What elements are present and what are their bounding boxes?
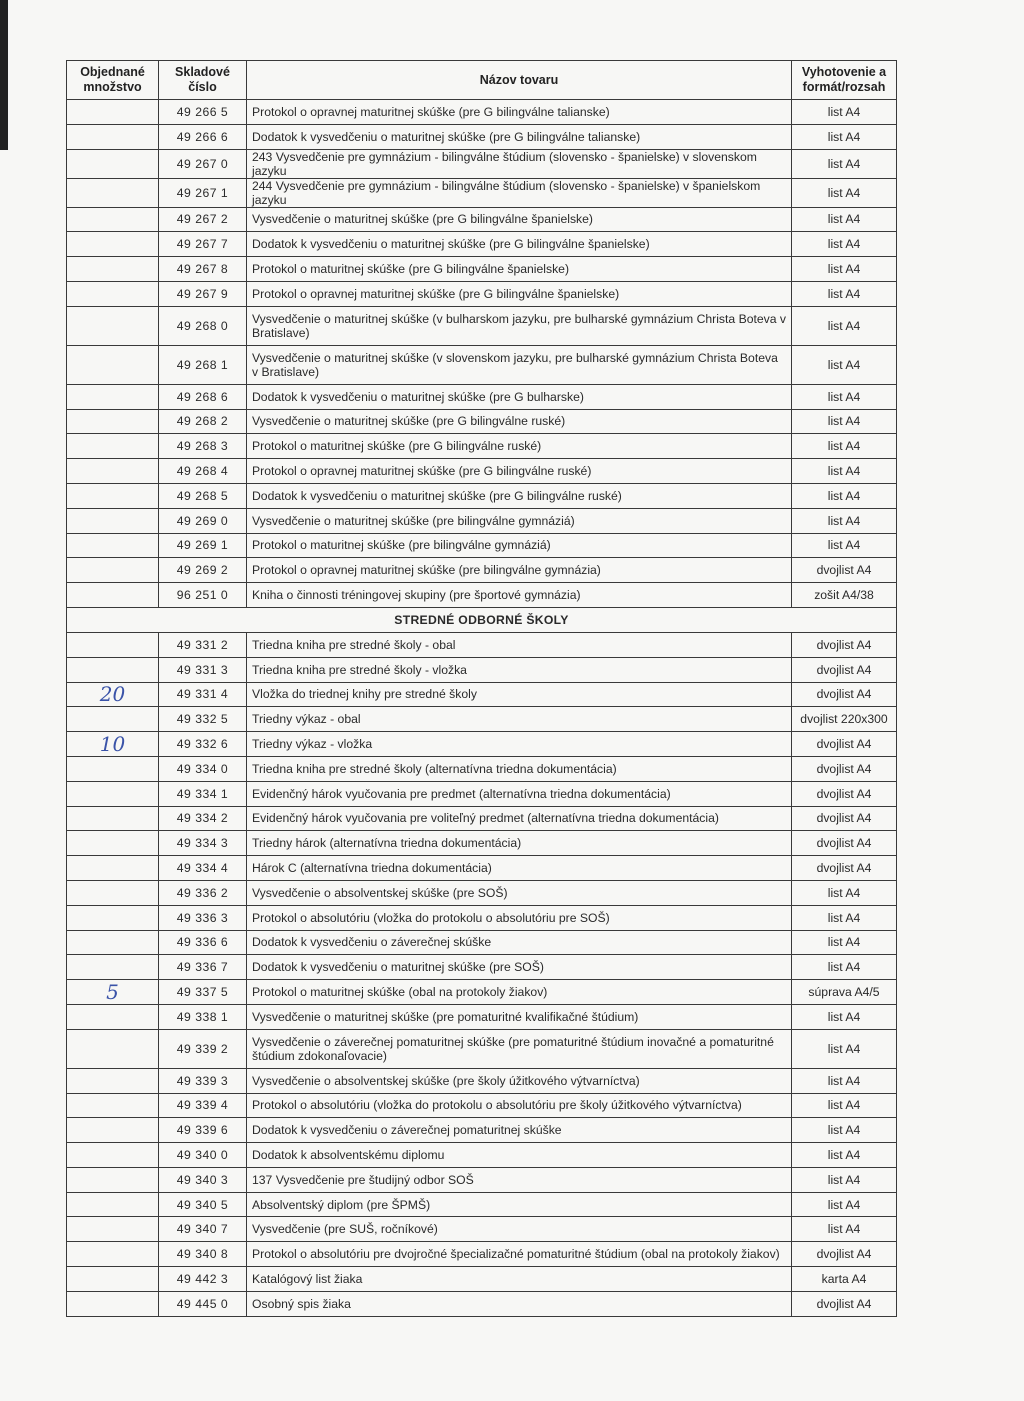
- handwritten-quantity: [67, 757, 158, 781]
- stock-number-cell: 49 332 6: [159, 732, 247, 757]
- stock-number-cell: 49 340 8: [159, 1242, 247, 1267]
- stock-number-cell: 49 340 5: [159, 1192, 247, 1217]
- format-cell: list A4: [792, 1029, 897, 1068]
- handwritten-quantity: [67, 346, 158, 384]
- handwritten-quantity: [67, 906, 158, 930]
- handwritten-quantity: [67, 534, 158, 558]
- handwritten-quantity: 20: [99, 682, 126, 707]
- handwritten-quantity: [67, 459, 158, 483]
- stock-number-cell: 49 269 2: [159, 558, 247, 583]
- stock-number-cell: 49 340 0: [159, 1143, 247, 1168]
- handwritten-quantity: [67, 434, 158, 458]
- stock-number-cell: 49 334 3: [159, 831, 247, 856]
- table-row: [67, 1291, 897, 1316]
- format-cell: dvojlist A4: [792, 756, 897, 781]
- handwritten-quantity: 5: [106, 980, 119, 1004]
- product-name-cell: Triedna kniha pre stredné školy - obal: [247, 632, 792, 657]
- format-cell: list A4: [792, 1004, 897, 1029]
- stock-number-cell: 49 268 2: [159, 409, 247, 434]
- product-name-cell: Dodatok k vysvedčeniu o maturitnej skúške (pre G bilingválne ruské): [247, 483, 792, 508]
- handwritten-quantity: 10: [99, 732, 126, 757]
- quantity-cell[interactable]: [67, 930, 159, 955]
- product-name-cell: Vysvedčenie o absolventskej skúške (pre SOŠ): [247, 880, 792, 905]
- product-name-cell: Triedna kniha pre stredné školy - vložka: [247, 657, 792, 682]
- quantity-cell[interactable]: [67, 707, 159, 732]
- table-row: [67, 1093, 897, 1118]
- product-name-cell: Dodatok k vysvedčeniu o maturitnej skúške (pre G bulharske): [247, 384, 792, 409]
- table-header-row: [67, 61, 897, 100]
- table-row: [67, 682, 897, 707]
- quantity-cell[interactable]: [67, 149, 159, 178]
- product-name-cell: 244 Vysvedčenie pre gymnázium - bilingválne štúdium (slovensko - španielske) v španielskom jazyku: [247, 178, 792, 207]
- stock-number-cell: 49 338 1: [159, 1004, 247, 1029]
- table-row: [67, 632, 897, 657]
- stock-number-cell: 49 337 5: [159, 980, 247, 1005]
- quantity-cell[interactable]: [67, 1167, 159, 1192]
- stock-number-cell: 49 267 9: [159, 281, 247, 306]
- format-cell: list A4: [792, 384, 897, 409]
- product-name-cell: Absolventský diplom (pre ŠPMŠ): [247, 1192, 792, 1217]
- handwritten-quantity: [67, 856, 158, 880]
- handwritten-quantity: [67, 1143, 158, 1167]
- handwritten-quantity: [67, 831, 158, 855]
- table-row: [67, 905, 897, 930]
- product-name-cell: 137 Vysvedčenie pre študijný odbor SOŠ: [247, 1167, 792, 1192]
- quantity-cell[interactable]: [67, 257, 159, 282]
- stock-number-cell: 49 339 6: [159, 1118, 247, 1143]
- table-row: [67, 434, 897, 459]
- quantity-cell[interactable]: [67, 880, 159, 905]
- handwritten-quantity: [67, 583, 158, 607]
- table-row: [67, 980, 897, 1005]
- section-title: STREDNÉ ODBORNÉ ŠKOLY: [67, 607, 897, 632]
- quantity-cell[interactable]: [67, 980, 159, 1005]
- table-row: [67, 508, 897, 533]
- product-name-cell: Protokol o maturitnej skúške (pre G bilingválne ruské): [247, 434, 792, 459]
- format-cell: dvojlist A4: [792, 682, 897, 707]
- format-cell: list A4: [792, 459, 897, 484]
- stock-number-cell: 49 331 4: [159, 682, 247, 707]
- table-row: [67, 781, 897, 806]
- quantity-cell[interactable]: [67, 732, 159, 757]
- product-name-cell: Kniha o činnosti tréningovej skupiny (pre športové gymnázia): [247, 583, 792, 608]
- stock-number-cell: 49 340 3: [159, 1167, 247, 1192]
- table-row: [67, 409, 897, 434]
- product-name-cell: Protokol o absolutóriu (vložka do protokolu o absolutóriu pre SOŠ): [247, 905, 792, 930]
- product-name-cell: Evidenčný hárok vyučovania pre predmet (alternatívna triedna dokumentácia): [247, 781, 792, 806]
- format-cell: list A4: [792, 207, 897, 232]
- handwritten-quantity: [67, 257, 158, 281]
- format-cell: súprava A4/5: [792, 980, 897, 1005]
- quantity-cell[interactable]: [67, 207, 159, 232]
- table-row: [67, 831, 897, 856]
- handwritten-quantity: [67, 307, 158, 345]
- handwritten-quantity: [67, 1118, 158, 1142]
- product-name-cell: Evidenčný hárok vyučovania pre voliteľný predmet (alternatívna triedna dokumentácia): [247, 806, 792, 831]
- stock-number-cell: 49 268 5: [159, 483, 247, 508]
- stock-number-cell: 49 267 8: [159, 257, 247, 282]
- format-cell: dvojlist A4: [792, 558, 897, 583]
- format-cell: list A4: [792, 880, 897, 905]
- header-product-name: Názov tovaru: [247, 61, 792, 100]
- stock-number-cell: 49 332 5: [159, 707, 247, 732]
- handwritten-quantity: [67, 125, 158, 149]
- table-row: [67, 558, 897, 583]
- quantity-cell[interactable]: [67, 1217, 159, 1242]
- stock-number-cell: 49 267 2: [159, 207, 247, 232]
- product-name-cell: Dodatok k vysvedčeniu o maturitnej skúške (pre SOŠ): [247, 955, 792, 980]
- handwritten-quantity: [67, 807, 158, 831]
- handwritten-quantity: [67, 100, 158, 124]
- table-row: [67, 756, 897, 781]
- table-row: [67, 1242, 897, 1267]
- table-row: [67, 880, 897, 905]
- table-row: [67, 459, 897, 484]
- handwritten-quantity: [67, 1069, 158, 1093]
- quantity-cell[interactable]: [67, 384, 159, 409]
- handwritten-quantity: [67, 1094, 158, 1118]
- handwritten-quantity: [67, 1005, 158, 1029]
- stock-number-cell: 96 251 0: [159, 583, 247, 608]
- format-cell: list A4: [792, 1167, 897, 1192]
- handwritten-quantity: [67, 232, 158, 256]
- format-cell: list A4: [792, 508, 897, 533]
- quantity-cell[interactable]: [67, 657, 159, 682]
- stock-number-cell: 49 336 2: [159, 880, 247, 905]
- quantity-cell[interactable]: [67, 124, 159, 149]
- table-row: [67, 707, 897, 732]
- format-cell: dvojlist A4: [792, 831, 897, 856]
- format-cell: list A4: [792, 483, 897, 508]
- stock-number-cell: 49 340 7: [159, 1217, 247, 1242]
- table-row: [67, 483, 897, 508]
- table-row: [67, 149, 897, 178]
- format-cell: list A4: [792, 149, 897, 178]
- quantity-cell[interactable]: [67, 583, 159, 608]
- quantity-cell[interactable]: [67, 459, 159, 484]
- product-name-cell: Vysvedčenie o maturitnej skúške (pre G bilingválne španielske): [247, 207, 792, 232]
- header-format: Vyhotovenie a formát/rozsah: [792, 61, 897, 100]
- quantity-cell[interactable]: [67, 806, 159, 831]
- product-name-cell: Vysvedčenie o maturitnej skúške (pre G bilingválne ruské): [247, 409, 792, 434]
- quantity-cell[interactable]: [67, 856, 159, 881]
- handwritten-quantity: [67, 1193, 158, 1217]
- table-row: [67, 856, 897, 881]
- format-cell: dvojlist A4: [792, 856, 897, 881]
- product-name-cell: Hárok C (alternatívna triedna dokumentácia): [247, 856, 792, 881]
- stock-number-cell: 49 268 0: [159, 306, 247, 345]
- format-cell: list A4: [792, 178, 897, 207]
- format-cell: list A4: [792, 232, 897, 257]
- handwritten-quantity: [67, 707, 158, 731]
- format-cell: dvojlist A4: [792, 632, 897, 657]
- product-name-cell: Triedny hárok (alternatívna triedna dokumentácia): [247, 831, 792, 856]
- stock-number-cell: 49 334 0: [159, 756, 247, 781]
- quantity-cell[interactable]: [67, 1029, 159, 1068]
- format-cell: dvojlist A4: [792, 732, 897, 757]
- handwritten-quantity: [67, 385, 158, 409]
- quantity-cell[interactable]: [67, 781, 159, 806]
- section-row: [67, 607, 897, 632]
- product-name-cell: Protokol o opravnej maturitnej skúške (pre G bilingválne talianske): [247, 100, 792, 125]
- stock-number-cell: 49 339 2: [159, 1029, 247, 1068]
- format-cell: list A4: [792, 434, 897, 459]
- table-row: [67, 281, 897, 306]
- stock-number-cell: 49 267 0: [159, 149, 247, 178]
- product-table: [66, 60, 897, 1317]
- handwritten-quantity: [67, 1217, 158, 1241]
- table-row: [67, 1118, 897, 1143]
- table-row: [67, 1192, 897, 1217]
- format-cell: dvojlist 220x300: [792, 707, 897, 732]
- format-cell: list A4: [792, 1143, 897, 1168]
- format-cell: list A4: [792, 1118, 897, 1143]
- stock-number-cell: 49 334 1: [159, 781, 247, 806]
- product-name-cell: Vysvedčenie o maturitnej skúške (pre bilingválne gymnáziá): [247, 508, 792, 533]
- product-name-cell: Protokol o absolutóriu pre dvojročné špecializačné pomaturitné štúdium (obal na protokoly žiakov): [247, 1242, 792, 1267]
- header-quantity: Objednané množstvo: [67, 61, 159, 100]
- handwritten-quantity: [67, 150, 158, 178]
- product-name-cell: Vysvedčenie o maturitnej skúške (pre pomaturitné kvalifikačné štúdium): [247, 1004, 792, 1029]
- format-cell: dvojlist A4: [792, 1242, 897, 1267]
- product-name-cell: Dodatok k vysvedčeniu o záverečnej pomaturitnej skúške: [247, 1118, 792, 1143]
- format-cell: list A4: [792, 1192, 897, 1217]
- format-cell: dvojlist A4: [792, 806, 897, 831]
- product-name-cell: Vysvedčenie o maturitnej skúške (v slovenskom jazyku, pre bulharské gymnázium Christa Boteva v Bratislave): [247, 345, 792, 384]
- product-name-cell: Dodatok k vysvedčeniu o maturitnej skúške (pre G bilingválne talianske): [247, 124, 792, 149]
- handwritten-quantity: [67, 208, 158, 232]
- format-cell: list A4: [792, 345, 897, 384]
- stock-number-cell: 49 336 3: [159, 905, 247, 930]
- stock-number-cell: 49 442 3: [159, 1267, 247, 1292]
- stock-number-cell: 49 266 5: [159, 100, 247, 125]
- quantity-cell[interactable]: [67, 1192, 159, 1217]
- handwritten-quantity: [67, 1242, 158, 1266]
- quantity-cell[interactable]: [67, 434, 159, 459]
- quantity-cell[interactable]: [67, 558, 159, 583]
- stock-number-cell: 49 334 2: [159, 806, 247, 831]
- quantity-cell[interactable]: [67, 1093, 159, 1118]
- table-row: [67, 930, 897, 955]
- handwritten-quantity: [67, 633, 158, 657]
- table-row: [67, 1217, 897, 1242]
- format-cell: list A4: [792, 955, 897, 980]
- quantity-cell[interactable]: [67, 1291, 159, 1316]
- table-row: [67, 1068, 897, 1093]
- handwritten-quantity: [67, 955, 158, 979]
- stock-number-cell: 49 268 6: [159, 384, 247, 409]
- quantity-cell[interactable]: [67, 508, 159, 533]
- format-cell: list A4: [792, 930, 897, 955]
- quantity-cell[interactable]: [67, 345, 159, 384]
- handwritten-quantity: [67, 1030, 158, 1068]
- handwritten-quantity: [67, 881, 158, 905]
- quantity-cell[interactable]: [67, 955, 159, 980]
- format-cell: list A4: [792, 281, 897, 306]
- product-name-cell: Protokol o opravnej maturitnej skúške (pre G bilingválne španielske): [247, 281, 792, 306]
- handwritten-quantity: [67, 1292, 158, 1316]
- table-row: [67, 806, 897, 831]
- format-cell: list A4: [792, 409, 897, 434]
- quantity-cell[interactable]: [67, 756, 159, 781]
- table-row: [67, 178, 897, 207]
- product-name-cell: Triedny výkaz - obal: [247, 707, 792, 732]
- product-name-cell: Osobný spis žiaka: [247, 1291, 792, 1316]
- stock-number-cell: 49 268 3: [159, 434, 247, 459]
- stock-number-cell: 49 331 3: [159, 657, 247, 682]
- quantity-cell[interactable]: [67, 1143, 159, 1168]
- handwritten-quantity: [67, 1267, 158, 1291]
- product-name-cell: Triedny výkaz - vložka: [247, 732, 792, 757]
- format-cell: list A4: [792, 257, 897, 282]
- quantity-cell[interactable]: [67, 905, 159, 930]
- format-cell: list A4: [792, 905, 897, 930]
- quantity-cell[interactable]: [67, 100, 159, 125]
- stock-number-cell: 49 268 1: [159, 345, 247, 384]
- product-name-cell: Dodatok k vysvedčeniu o maturitnej skúške (pre G bilingválne španielske): [247, 232, 792, 257]
- product-name-cell: Protokol o opravnej maturitnej skúške (pre bilingválne gymnázia): [247, 558, 792, 583]
- stock-number-cell: 49 266 6: [159, 124, 247, 149]
- table-row: [67, 657, 897, 682]
- handwritten-quantity: [67, 282, 158, 306]
- quantity-cell[interactable]: [67, 682, 159, 707]
- format-cell: zošit A4/38: [792, 583, 897, 608]
- product-name-cell: Vysvedčenie (pre SUŠ, ročníkové): [247, 1217, 792, 1242]
- handwritten-quantity: [67, 558, 158, 582]
- table-row: [67, 232, 897, 257]
- product-name-cell: Vysvedčenie o záverečnej pomaturitnej skúške (pre pomaturitné štúdium inovačné a pomaturitné štúdium zdokonaľovacie): [247, 1029, 792, 1068]
- handwritten-quantity: [67, 782, 158, 806]
- handwritten-quantity: [67, 658, 158, 682]
- product-name-cell: Dodatok k absolventskému diplomu: [247, 1143, 792, 1168]
- table-row: [67, 732, 897, 757]
- scan-edge: [0, 0, 8, 150]
- stock-number-cell: 49 445 0: [159, 1291, 247, 1316]
- format-cell: list A4: [792, 306, 897, 345]
- stock-number-cell: 49 339 3: [159, 1068, 247, 1093]
- quantity-cell[interactable]: [67, 1068, 159, 1093]
- product-name-cell: Vysvedčenie o absolventskej skúške (pre školy úžitkového výtvarníctva): [247, 1068, 792, 1093]
- product-name-cell: Vysvedčenie o maturitnej skúške (v bulharskom jazyku, pre bulharské gymnázium Christa Boteva v Bratislave): [247, 306, 792, 345]
- product-name-cell: Protokol o maturitnej skúške (pre bilingválne gymnáziá): [247, 533, 792, 558]
- quantity-cell[interactable]: [67, 831, 159, 856]
- format-cell: dvojlist A4: [792, 1291, 897, 1316]
- format-cell: list A4: [792, 1068, 897, 1093]
- product-name-cell: Protokol o opravnej maturitnej skúške (pre G bilingválne ruské): [247, 459, 792, 484]
- product-name-cell: Katalógový list žiaka: [247, 1267, 792, 1292]
- stock-number-cell: 49 267 7: [159, 232, 247, 257]
- quantity-cell[interactable]: [67, 483, 159, 508]
- handwritten-quantity: [67, 179, 158, 207]
- format-cell: karta A4: [792, 1267, 897, 1292]
- quantity-cell[interactable]: [67, 632, 159, 657]
- product-name-cell: Triedna kniha pre stredné školy (alternatívna triedna dokumentácia): [247, 756, 792, 781]
- quantity-cell[interactable]: [67, 409, 159, 434]
- stock-number-cell: 49 339 4: [159, 1093, 247, 1118]
- header-stock-number: Skladové číslo: [159, 61, 247, 100]
- handwritten-quantity: [67, 509, 158, 533]
- table-row: [67, 955, 897, 980]
- product-name-cell: Dodatok k vysvedčeniu o záverečnej skúške: [247, 930, 792, 955]
- table-row: [67, 1004, 897, 1029]
- quantity-cell[interactable]: [67, 1242, 159, 1267]
- table-row: [67, 345, 897, 384]
- format-cell: list A4: [792, 124, 897, 149]
- product-name-cell: Vložka do triednej knihy pre stredné školy: [247, 682, 792, 707]
- format-cell: list A4: [792, 100, 897, 125]
- stock-number-cell: 49 331 2: [159, 632, 247, 657]
- table-body: [67, 100, 897, 1317]
- table-row: [67, 1143, 897, 1168]
- table-row: [67, 124, 897, 149]
- table-row: [67, 257, 897, 282]
- quantity-cell[interactable]: [67, 1004, 159, 1029]
- table-row: [67, 384, 897, 409]
- product-name-cell: Protokol o maturitnej skúške (obal na protokoly žiakov): [247, 980, 792, 1005]
- product-name-cell: 243 Vysvedčenie pre gymnázium - bilingválne štúdium (slovensko - španielske) v slovenskom jazyku: [247, 149, 792, 178]
- format-cell: dvojlist A4: [792, 657, 897, 682]
- quantity-cell[interactable]: [67, 178, 159, 207]
- quantity-cell[interactable]: [67, 306, 159, 345]
- table-row: [67, 306, 897, 345]
- product-name-cell: Protokol o absolutóriu (vložka do protokolu o absolutóriu pre školy úžitkového výtvarníctva): [247, 1093, 792, 1118]
- table-row: [67, 207, 897, 232]
- handwritten-quantity: [67, 410, 158, 434]
- stock-number-cell: 49 269 0: [159, 508, 247, 533]
- stock-number-cell: 49 336 6: [159, 930, 247, 955]
- handwritten-quantity: [67, 1168, 158, 1192]
- format-cell: list A4: [792, 1093, 897, 1118]
- quantity-cell[interactable]: [67, 1267, 159, 1292]
- table-row: [67, 100, 897, 125]
- format-cell: dvojlist A4: [792, 781, 897, 806]
- quantity-cell[interactable]: [67, 533, 159, 558]
- quantity-cell[interactable]: [67, 232, 159, 257]
- stock-number-cell: 49 267 1: [159, 178, 247, 207]
- handwritten-quantity: [67, 931, 158, 955]
- stock-number-cell: 49 268 4: [159, 459, 247, 484]
- format-cell: list A4: [792, 1217, 897, 1242]
- table-row: [67, 533, 897, 558]
- product-name-cell: Protokol o maturitnej skúške (pre G bilingválne španielske): [247, 257, 792, 282]
- quantity-cell[interactable]: [67, 281, 159, 306]
- quantity-cell[interactable]: [67, 1118, 159, 1143]
- table-row: [67, 1029, 897, 1068]
- stock-number-cell: 49 336 7: [159, 955, 247, 980]
- table-row: [67, 583, 897, 608]
- table-row: [67, 1167, 897, 1192]
- order-form: [66, 60, 896, 1317]
- stock-number-cell: 49 334 4: [159, 856, 247, 881]
- table-row: [67, 1267, 897, 1292]
- handwritten-quantity: [67, 484, 158, 508]
- format-cell: list A4: [792, 533, 897, 558]
- stock-number-cell: 49 269 1: [159, 533, 247, 558]
